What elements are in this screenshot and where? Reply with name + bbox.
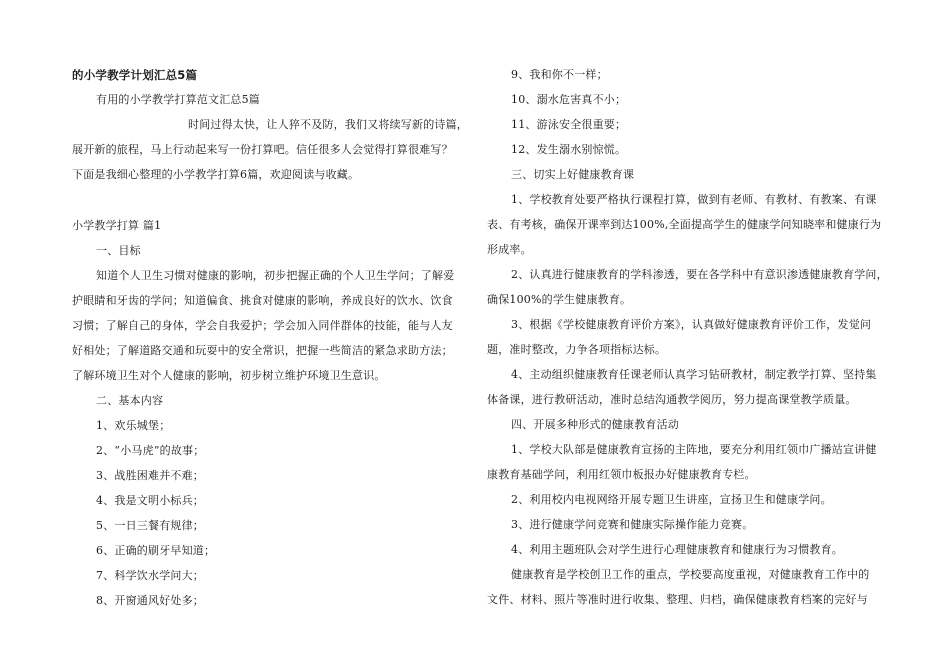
- intro-line: 下面是我细心整理的小学教学打算6篇，欢迎阅读与收藏。: [72, 168, 360, 181]
- paragraph-line: 1、学校教育处要严格执行课程打算，做到有老师、有教材、有教案、有课: [511, 193, 877, 206]
- paragraph-line: 4、利用主题班队会对学生进行心理健康教育和健康行为习惯教育。: [511, 543, 843, 556]
- section-heading: 三、切实上好健康教育课: [511, 168, 635, 181]
- paragraph-line: 2、认真进行健康教育的学科渗透，要在各学科中有意识渗透健康教育学问，: [511, 268, 888, 281]
- content-item: 2、“小马虎”的故事；: [96, 444, 205, 457]
- content-item: 1、欢乐城堡；: [96, 419, 171, 432]
- section-title: 小学教学打算 篇1: [72, 219, 162, 232]
- content-item: 8、开窗通风好处多；: [96, 594, 204, 607]
- paragraph-line: 题，准时整改，力争各项指标达标。: [487, 343, 667, 356]
- goal-line: 好相处；了解道路交通和玩耍中的安全常识，把握一些简洁的紧急求助方法；: [72, 344, 453, 357]
- goal-line: 习惯；了解自己的身体，学会自我爱护；学会加入同伴群体的技能，能与人友: [72, 319, 453, 332]
- content-item: 4、我是文明小标兵；: [96, 494, 204, 507]
- document-subtitle: 有用的小学教学打算范文汇总5篇: [96, 93, 260, 106]
- content-item: 3、战胜困难并不难；: [96, 469, 204, 482]
- content-item: 12、发生溺水别惊慌。: [511, 143, 627, 156]
- paragraph-line: 康教育基础学问，利用红领巾板报办好健康教育专栏。: [487, 468, 756, 481]
- goal-heading: 一、目标: [96, 244, 141, 257]
- paragraph-line: 4、主动组织健康教育任课老师认真学习钻研教材，制定教学打算、坚持集: [511, 368, 877, 381]
- paragraph-line: 体备课，进行教研活动，准时总结沟通教学阅历，努力提高课堂教学质量。: [487, 393, 857, 406]
- paragraph-line: 2、利用校内电视网络开展专题卫生讲座，宣扬卫生和健康学问。: [511, 493, 832, 506]
- paragraph-line: 文件、材料、照片等准时进行收集、整理、归档，确保健康教育档案的完好与: [487, 593, 868, 606]
- paragraph-line: 确保100%的学生健康教育。: [487, 293, 632, 306]
- content-item: 6、正确的刷牙早知道；: [96, 544, 216, 557]
- paragraph-line: 3、根据《学校健康教育评价方案》，认真做好健康教育评价工作，发觉问: [511, 318, 872, 331]
- paragraph-line: 健康教育是学校创卫工作的重点，学校要高度重视，对健康教育工作中的: [511, 568, 870, 581]
- content-heading: 二、基本内容: [96, 394, 164, 407]
- paragraph-line: 形成率。: [487, 243, 532, 256]
- content-item: 10、溺水危害真不小；: [511, 93, 627, 106]
- content-item: 7、科学饮水学问大；: [96, 569, 204, 582]
- document-title: 的小学教学计划汇总5篇: [72, 68, 198, 82]
- paragraph-line: 1、学校大队部是健康教育宣扬的主阵地，要充分利用红领巾广播站宣讲健: [511, 443, 877, 456]
- goal-line: 了解环境卫生对个人健康的影响，初步树立维护环境卫生意识。: [72, 369, 386, 382]
- paragraph-line: 表、有考核，确保开课率到达100%,全面提高学生的健康学问知晓率和健康行为: [487, 218, 882, 231]
- goal-line: 护眼睛和牙齿的学问；知道偏食、挑食对健康的影响，养成良好的饮水、饮食: [72, 294, 453, 307]
- goal-line: 知道个人卫生习惯对健康的影响，初步把握正确的个人卫生学问；了解爱: [96, 269, 455, 282]
- section-heading: 四、开展多种形式的健康教育活动: [511, 418, 679, 431]
- intro-line: 时间过得太快，让人猝不及防，我们又将续写新的诗篇，: [188, 118, 468, 131]
- content-item: 9、我和你不一样；: [511, 68, 608, 81]
- content-item: 5、一日三餐有规律；: [96, 519, 204, 532]
- intro-line: 展开新的旅程，马上行动起来写一份打算吧。信任很多人会觉得打算很难写？: [72, 143, 453, 156]
- paragraph-line: 3、进行健康学问竞赛和健康实际操作能力竞赛。: [511, 518, 754, 531]
- content-item: 11、游泳安全很重要；: [511, 118, 627, 131]
